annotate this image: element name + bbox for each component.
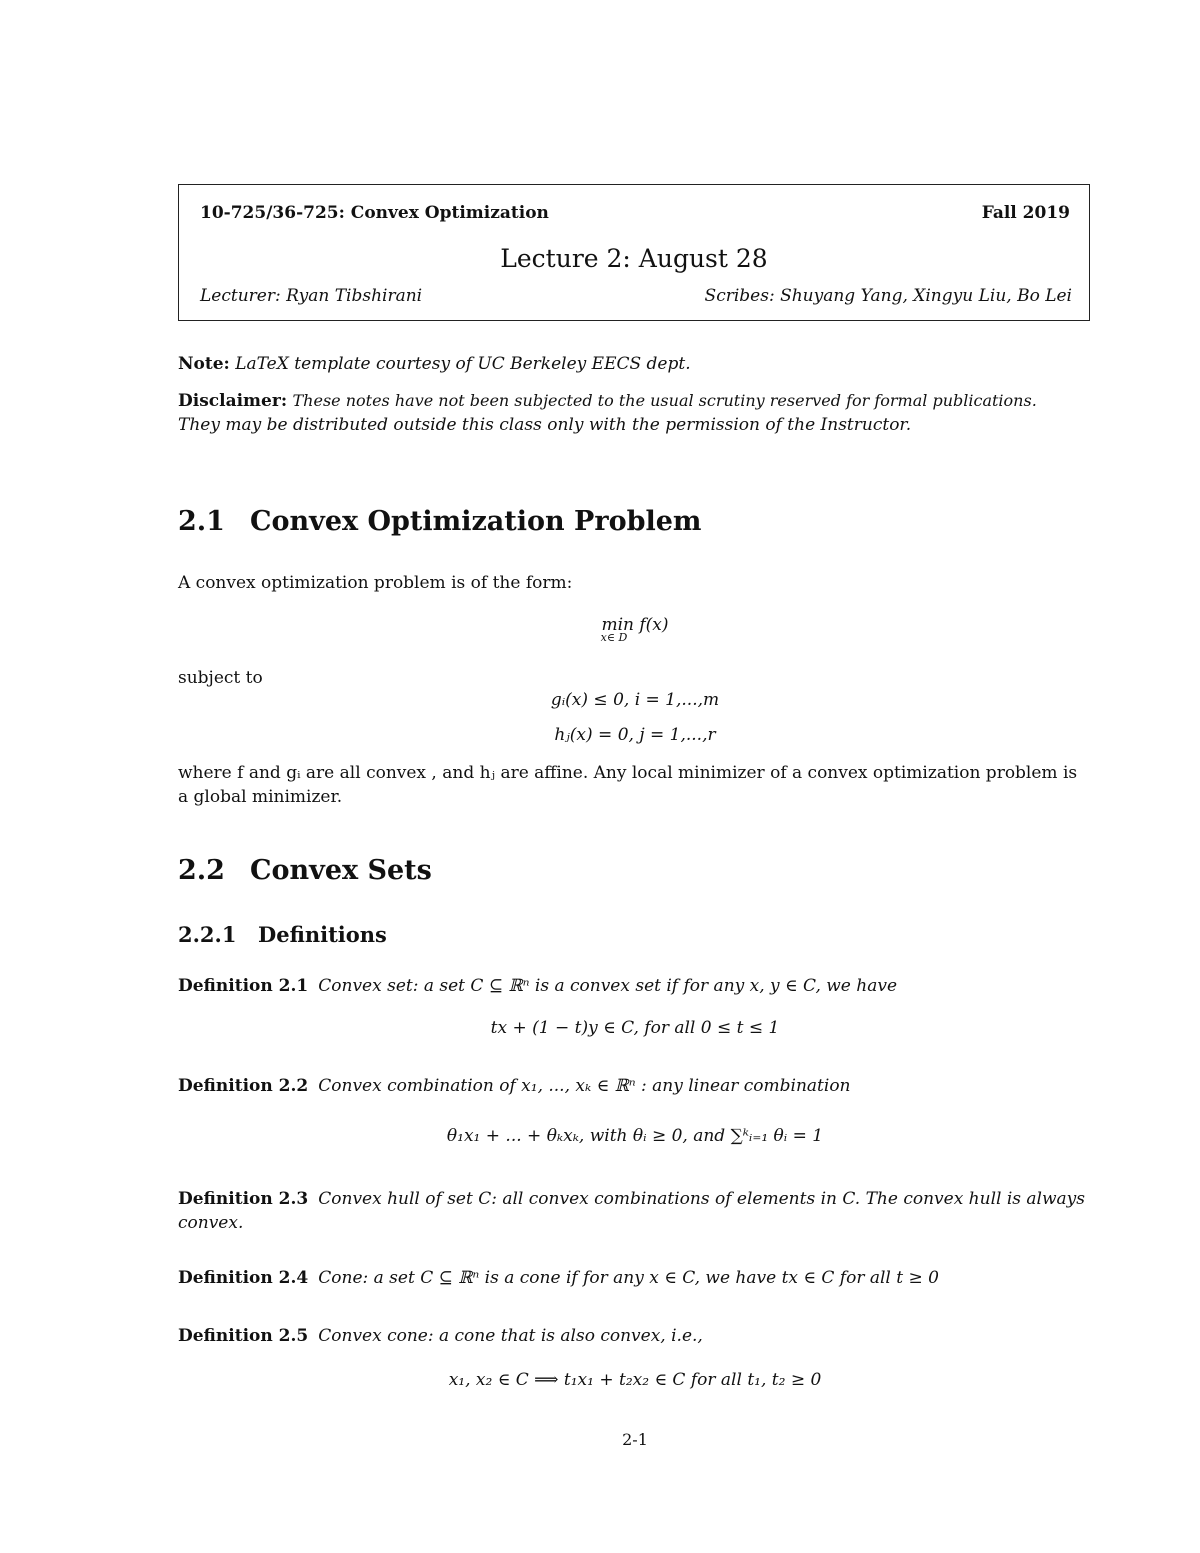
definition-text: Convex hull of set C: all convex combinations of elements in C. The convex hull is always	[318, 1189, 1086, 1209]
section-heading-2-2	[178, 855, 432, 886]
definition-label: Definition 2.4	[178, 1268, 309, 1288]
disclaimer-text-1: These notes have not been subjected to the usual scrutiny reserved for formal publications.	[292, 391, 1037, 410]
inequality-constraint: gᵢ(x) ≤ 0, i = 1,...,m	[550, 690, 720, 710]
subject-to-label: subject to	[178, 668, 263, 688]
definition-2-2-equation: θ₁x₁ + ... + θₖxₖ, with θᵢ ≥ 0, and ∑ᵏᵢ₌₁ θᵢ = 1	[446, 1126, 824, 1146]
subsection-number: 2.2.1	[178, 922, 237, 947]
section1-paragraph	[178, 761, 1098, 809]
section-title: Convex Sets	[250, 855, 432, 886]
objective-subscript: x∈ D	[600, 631, 628, 644]
objective-main: min f(x)	[601, 615, 669, 635]
section1-paragraph-line-2: a global minimizer.	[178, 787, 343, 807]
page-number: 2-1	[622, 1430, 648, 1449]
section-number: 2.1	[178, 506, 225, 537]
definition-text: Convex set: a set C ⊆ ℝⁿ is a convex set if for any x, y ∈ C, we have	[318, 976, 898, 996]
definition-text: Cone: a set C ⊆ ℝⁿ is a cone if for any x ∈ C, we have tx ∈ C for all t ≥ 0	[318, 1268, 939, 1288]
disclaimer-block	[178, 389, 1098, 437]
definition-label: Definition 2.3	[178, 1189, 309, 1209]
lecture-title: Lecture 2: August 28	[500, 244, 768, 273]
disclaimer-label: Disclaimer:	[178, 391, 288, 411]
definition-label: Definition 2.1	[178, 976, 309, 996]
definition-2-5	[178, 1326, 703, 1346]
definition-label: Definition 2.2	[178, 1076, 309, 1096]
disclaimer-text-2: They may be distributed outside this class only with the permission of the Instructor.	[178, 415, 912, 435]
definition-2-5-equation: x₁, x₂ ∈ C ⟹ t₁x₁ + t₂x₂ ∈ C for all t₁, t₂ ≥ 0	[448, 1370, 822, 1390]
equality-constraint: hⱼ(x) = 0, j = 1,...,r	[554, 725, 716, 745]
term-label: Fall 2019	[981, 203, 1070, 223]
note-text: LaTeX template courtesy of UC Berkeley EECS dept.	[235, 354, 691, 374]
definition-2-2	[178, 1076, 851, 1096]
course-title: 10-725/36-725: Convex Optimization	[200, 203, 549, 223]
definition-text: Convex combination of x₁, ..., xₖ ∈ ℝⁿ : any linear combination	[318, 1076, 851, 1096]
disclaimer-line-1	[178, 389, 1098, 413]
note-line	[178, 352, 691, 376]
section-number: 2.2	[178, 855, 225, 886]
section-title: Convex Optimization Problem	[250, 506, 702, 537]
scribes-names: Scribes: Shuyang Yang, Xingyu Liu, Bo Lei	[704, 286, 1072, 306]
definition-2-4	[178, 1268, 939, 1288]
objective-equation	[540, 615, 730, 644]
section1-intro: A convex optimization problem is of the form:	[178, 573, 573, 593]
section1-paragraph-line-1: where f and gᵢ are all convex , and hⱼ are affine. Any local minimizer of a convex optimization problem is	[178, 763, 1078, 783]
definition-2-3	[178, 1187, 1098, 1235]
definition-label: Definition 2.5	[178, 1326, 309, 1346]
definition-2-1-equation: tx + (1 − t)y ∈ C, for all 0 ≤ t ≤ 1	[490, 1018, 780, 1038]
note-label: Note:	[178, 354, 230, 374]
definition-text-cont: convex.	[178, 1213, 244, 1233]
subsection-heading-2-2-1	[178, 922, 387, 947]
definition-2-1	[178, 976, 897, 996]
definition-text: Convex cone: a cone that is also convex, i.e.,	[318, 1326, 703, 1346]
lecturer-name: Lecturer: Ryan Tibshirani	[200, 286, 423, 306]
subsection-title: Definitions	[258, 922, 387, 947]
section-heading-2-1	[178, 506, 701, 537]
